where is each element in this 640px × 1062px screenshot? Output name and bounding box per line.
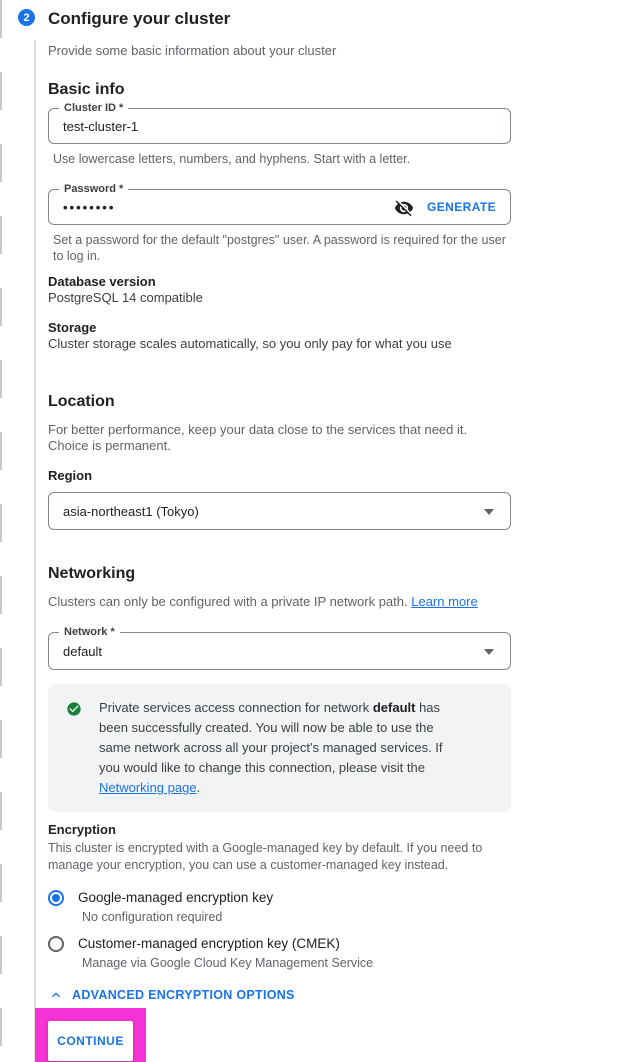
encryption-description: This cluster is encrypted with a Google-managed key by default. If you need to manage your encryption, you can use a customer-managed key instead. [48, 841, 483, 872]
location-heading: Location [48, 393, 115, 410]
step-subtitle: Provide some basic information about your cluster [48, 43, 337, 58]
continue-button[interactable]: CONTINUE [48, 1021, 133, 1061]
cluster-id-value[interactable]: test-cluster-1 [63, 118, 139, 134]
networking-description-text: Clusters can only be configured with a private IP network path. [48, 594, 412, 609]
network-label: Network * [59, 626, 120, 639]
notice-text-part: has been successfully created. You will now be able to use the same network across all your project's managed services. If you would like to change this connection, please visit the [99, 700, 443, 775]
notice-network-name: default [372, 700, 416, 715]
check-circle-icon [66, 701, 82, 717]
cluster-id-field[interactable] [48, 102, 511, 144]
password-value[interactable]: •••••••• [63, 199, 116, 215]
database-version-label: Database version [48, 274, 156, 289]
network-value: default [63, 643, 103, 659]
region-value: asia-northeast1 (Tokyo) [63, 503, 199, 519]
radio-sublabel: Manage via Google Cloud Key Management Service [82, 956, 374, 970]
radio-label: Google-managed encryption key [78, 890, 274, 905]
chevron-down-icon [484, 649, 494, 655]
notice-text-part: . [196, 780, 201, 795]
step-number-badge: 2 [18, 9, 35, 26]
annotation-highlight-box [35, 1008, 146, 1062]
radio-selected-icon[interactable] [48, 890, 64, 906]
networking-page-link[interactable]: Networking page [99, 780, 197, 795]
chevron-up-icon [48, 987, 64, 1003]
networking-description [48, 594, 511, 610]
region-select[interactable] [48, 492, 511, 530]
radio-customer-managed-key[interactable] [48, 935, 511, 953]
radio-unselected-icon[interactable] [48, 936, 64, 952]
radio-sublabel: No configuration required [82, 910, 223, 924]
left-edge-artifact [0, 0, 2, 1062]
page-title: Configure your cluster [48, 9, 231, 28]
learn-more-link[interactable]: Learn more [411, 594, 478, 609]
encryption-options [48, 889, 511, 971]
region-label: Region [48, 468, 93, 483]
visibility-off-icon[interactable] [394, 198, 414, 218]
generate-password-button[interactable]: GENERATE [427, 200, 496, 214]
storage-label: Storage [48, 320, 97, 335]
cluster-id-helper: Use lowercase letters, numbers, and hyphens. Start with a letter. [53, 152, 411, 166]
radio-label: Customer-managed encryption key (CMEK) [78, 936, 340, 951]
advanced-encryption-options-label: ADVANCED ENCRYPTION OPTIONS [72, 988, 295, 1002]
notice-text-part: Private services access connection for network [99, 700, 373, 715]
basic-info-heading: Basic info [48, 81, 125, 98]
password-label: Password * [59, 183, 128, 196]
password-helper: Set a password for the default "postgres" user. A password is required for the user to log in. [53, 233, 506, 263]
notice-text [99, 698, 459, 798]
step-connector-line [34, 40, 36, 1062]
advanced-encryption-options-toggle[interactable] [48, 987, 511, 1003]
storage-value: Cluster storage scales automatically, so you only pay for what you use [48, 336, 452, 351]
networking-heading: Networking [48, 565, 136, 582]
chevron-down-icon [484, 509, 494, 515]
password-field[interactable] [48, 183, 511, 225]
database-version-value: PostgreSQL 14 compatible [48, 290, 203, 305]
network-success-notice [48, 684, 511, 812]
network-select[interactable] [48, 626, 511, 670]
location-description: For better performance, keep your data close to the services that need it. Choice is permanent. [48, 422, 468, 453]
radio-google-managed-key[interactable] [48, 889, 511, 907]
encryption-label: Encryption [48, 822, 116, 837]
cluster-id-label: Cluster ID * [59, 102, 128, 115]
